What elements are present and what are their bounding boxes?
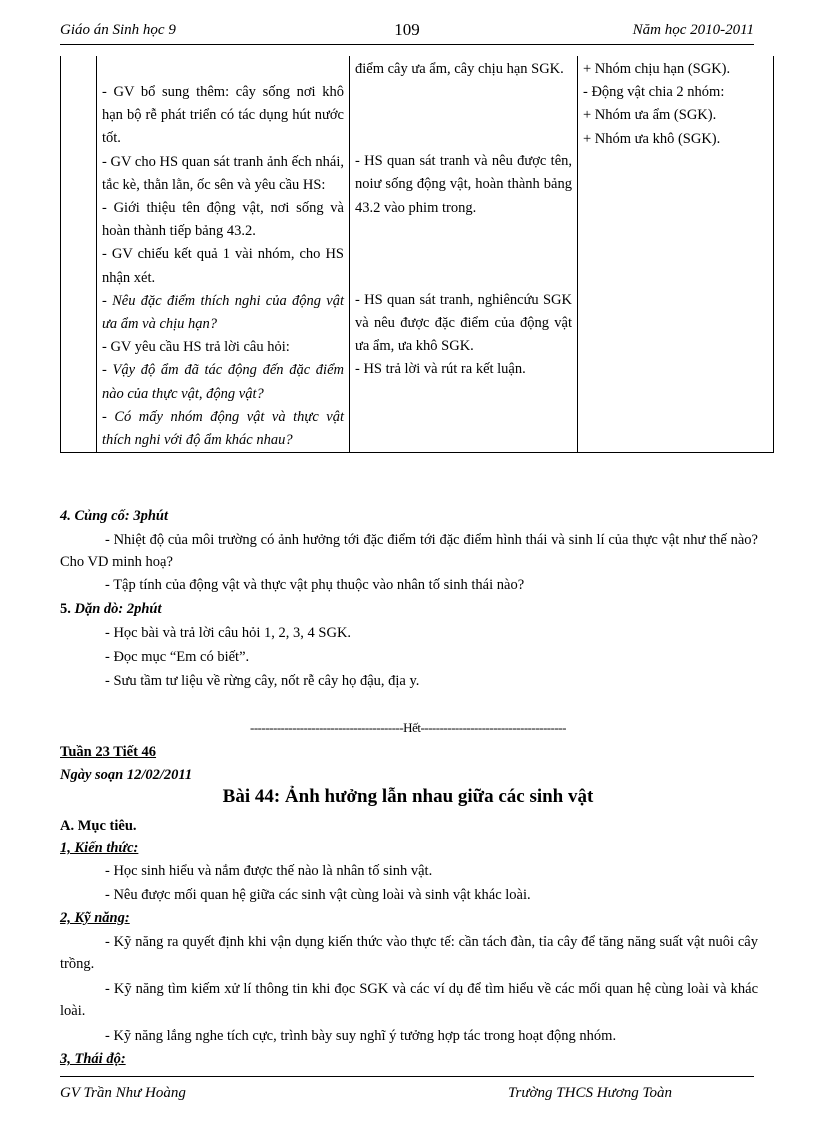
student-activity: - HS quan sát tranh và nêu được tên, noiư sống động vật, hoàn thành bảng 43.2 vào phim trong. xyxy=(355,153,572,216)
header-year: Năm học 2010-2011 xyxy=(632,22,754,38)
student-activity: - HS trả lời và rút ra kết luận. xyxy=(355,361,526,378)
footer-school: Trường THCS Hương Toàn xyxy=(508,1085,672,1101)
skills-item: - Kỹ năng ra quyết định khi vận dụng kiến thức vào thực tế: cần tách đàn, tỉa cây để tăng năng suất vật nuôi cây trồng. xyxy=(60,934,758,972)
table-row xyxy=(61,56,774,453)
teacher-activity: - GV chiếu kết quả 1 vài nhóm, cho HS nhận xét. xyxy=(102,246,344,286)
lesson-title: Bài 44: Ảnh hưởng lẫn nhau giữa các sinh vật xyxy=(222,786,594,807)
knowledge-item: - Học sinh hiểu và nắm được thế nào là nhân tố sinh vật. xyxy=(105,863,433,879)
objectives-heading: A. Mục tiêu. xyxy=(60,818,137,834)
teacher-activity: - Giới thiệu tên động vật, nơi sống và hoàn thành tiếp bảng 43.2. xyxy=(102,200,344,240)
footer-teacher: GV Trần Như Hoàng xyxy=(60,1085,186,1101)
activity-table xyxy=(60,56,774,453)
student-activity: - HS quan sát tranh, nghiêncứu SGK và nêu được đặc điểm của động vật ưa ẩm, ưa khô SGK. xyxy=(355,291,572,355)
content-item: - Động vật chia 2 nhóm: xyxy=(583,84,725,101)
page-footer xyxy=(60,1076,754,1103)
section-separator: ----------------------------------------Hết-------------------------------------- xyxy=(250,720,566,735)
table-cell-student xyxy=(350,56,578,453)
header-subject: Giáo án Sinh học 9 xyxy=(60,22,176,38)
table-cell-teacher xyxy=(97,56,350,453)
lesson-date: Ngày soạn 12/02/2011 xyxy=(60,767,193,783)
homework-heading xyxy=(60,598,758,620)
student-activity: điểm cây ưa ẩm, cây chịu hạn SGK. xyxy=(355,61,564,77)
lesson-week: Tuần 23 Tiết 46 xyxy=(60,744,157,760)
teacher-question: - Vậy độ ẩm đã tác động đến đặc điểm nào của thực vật, động vật? xyxy=(102,362,344,402)
content-item: + Nhóm ưa ẩm (SGK). xyxy=(583,107,717,124)
homework-item: - Sưu tầm tư liệu về rừng cây, nốt rễ cây họ đậu, địa y. xyxy=(105,673,420,689)
consolidate-question: - Tập tính của động vật và thực vật phụ thuộc vào nhân tố sinh thái nào? xyxy=(105,577,525,593)
teacher-question: - Nêu đặc điểm thích nghi của động vật ưa ẩm và chịu hạn? xyxy=(102,292,344,333)
skills-item: - Kỹ năng lắng nghe tích cực, trình bày suy nghĩ ý tưởng hợp tác trong hoạt động nhóm. xyxy=(105,1028,617,1044)
homework-heading-text: Dặn dò: 2phút xyxy=(74,601,162,617)
skills-heading: 2, Kỹ năng: xyxy=(60,910,130,926)
content-item: + Nhóm chịu hạn (SGK). xyxy=(583,61,731,77)
teacher-activity: - GV yêu cầu HS trả lời câu hỏi: xyxy=(102,339,290,356)
teacher-question: - Có mấy nhóm động vật và thực vật thích nghi với độ ẩm khác nhau? xyxy=(102,408,344,449)
teacher-activity: - GV cho HS quan sát tranh ảnh ếch nhái, tắc kè, thằn lằn, ốc sên và yêu cầu HS: xyxy=(102,153,344,193)
skills-item: - Kỹ năng tìm kiếm xử lí thông tin khi đọc SGK và các ví dụ để tìm hiểu về các mối quan hệ cùng loài và khác loài. xyxy=(60,981,758,1019)
page-header xyxy=(60,20,754,45)
homework-heading-number: 5. xyxy=(60,601,71,617)
knowledge-heading: 1, Kiến thức: xyxy=(60,840,139,856)
consolidate-heading: 4. Củng cố: 3phút xyxy=(60,508,168,524)
content-item: + Nhóm ưa khô (SGK). xyxy=(583,130,721,147)
teacher-activity: - GV bổ sung thêm: cây sống nơi khô hạn bộ rễ phát triển có tác dụng hút nước tốt. xyxy=(102,84,344,147)
table-cell-empty xyxy=(61,56,97,453)
knowledge-item: - Nêu được mối quan hệ giữa các sinh vật cùng loài và sinh vật khác loài. xyxy=(105,887,531,903)
page-number: 109 xyxy=(394,20,420,39)
consolidate-question: - Nhiệt độ của môi trường có ảnh hưởng tới đặc điểm tới đặc điểm hình thái và sinh lí của thực vật như thế nào? Cho VD minh hoạ? xyxy=(60,532,758,570)
homework-item: - Đọc mục “Em có biết”. xyxy=(105,649,250,665)
attitude-heading: 3, Thái độ: xyxy=(60,1051,126,1067)
homework-item: - Học bài và trả lời câu hỏi 1, 2, 3, 4 SGK. xyxy=(105,625,352,641)
table-cell-content xyxy=(578,56,774,453)
